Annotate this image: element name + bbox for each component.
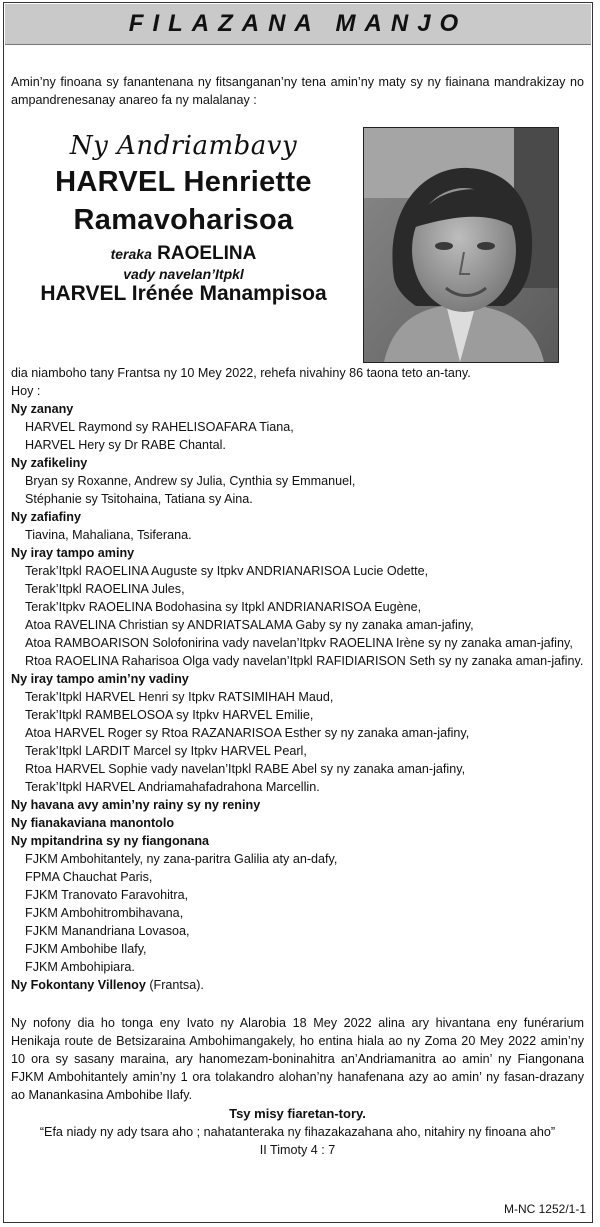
relatives-item: FJKM Manandriana Lovasoa, [25, 924, 190, 938]
relatives-item: Tiavina, Mahaliana, Tsiferana. [25, 528, 192, 542]
relatives-item: FJKM Ambohitrombihavana, [25, 906, 184, 920]
relatives-item: Rtoa HARVEL Sophie vady navelan’Itpkl RABE Abel sy ny zanaka aman-jafiny, [25, 762, 466, 776]
relatives-item: FJKM Ambohibe Ilafy, [25, 942, 147, 956]
notice-content [4, 73, 592, 1159]
relatives-heading: Ny havana avy amin’ny rainy sy ny reniny [11, 798, 261, 812]
relatives-item: FJKM Ambohipiara. [25, 960, 135, 974]
deceased-name-line1: HARVEL Henriette [55, 166, 312, 198]
portrait-photo-icon [363, 127, 559, 363]
relatives-item: FPMA Chauchat Paris, [25, 870, 153, 884]
relatives-item: Bryan sy Roxanne, Andrew sy Julia, Cynthia sy Emmanuel, [25, 474, 356, 488]
relatives-item: Terak’Itpkl RAMBELOSOA sy Itpkv HARVEL Emilie, [25, 708, 314, 722]
relatives-heading: Ny zafiafiny [11, 510, 81, 524]
no-flowers-notice: Tsy misy fiaretan-tory. [229, 1106, 366, 1121]
maiden-name-line [11, 245, 356, 263]
header-banner [5, 4, 591, 45]
deceased-names [11, 127, 356, 303]
relatives-item: Terak’Itpkl RAOELINA Auguste sy Itpkv ANDRIANARISOA Lucie Odette, [25, 564, 429, 578]
born-prefix: teraka [110, 246, 152, 262]
deceased-name-line2: Ramavoharisoa [73, 204, 294, 236]
fokontany-line [11, 976, 584, 994]
relatives-item: HARVEL Hery sy Dr RABE Chantal. [25, 438, 226, 452]
relatives-heading: Ny mpitandrina sy ny fiangonana [11, 834, 210, 848]
relatives-item: Rtoa RAOELINA Raharisoa Olga vady navelan’Itpkl RAFIDIARISON Seth sy ny zanaka aman-jafiny. [25, 654, 584, 668]
hoy-label: Hoy : [11, 384, 41, 398]
obituary-page [3, 2, 593, 1223]
spouse-prefix: vady navelan’Itpkl [123, 266, 244, 282]
relatives-item: Terak’Itpkl HARVEL Henri sy Itpkv RATSIMIHAH Maud, [25, 690, 334, 704]
bible-verse: II Timoty 4 : 7 [259, 1143, 336, 1157]
relatives-item: Stéphanie sy Tsitohaina, Tatiana sy Aina. [25, 492, 253, 506]
funeral-details: Ny nofony dia ho tonga eny Ivato ny Alarobia 18 Mey 2022 alina ary hivantana eny funérarium Henikaja route de Betsizaraina Ambohimangakely, ho entina hiala ao ny Zoma 20 Mey 2022 amin’ny 10 ora sy sasany maraina, ary hanomezam-boninahitra an’Andriamanitra ao amin’ ny Fiangonana FJKM Ambohitantely amin’ny 1 ora tolakandro alohan’ny hanafenana azy ao amin’ ny fasan-drazany ao Manankasina Ambohibe Ilafy. [11, 1016, 584, 1102]
intro-text: Amin’ny finoana sy fanantenana ny fitsanganan’ny tena amin’ny maty sy ny fiainana mandrakizay no ampandrenesanay anareo fa ny malalanay : [11, 75, 584, 107]
relatives-heading: Ny iray tampo aminy [11, 546, 135, 560]
relatives-heading: Ny fianakaviana manontolo [11, 816, 175, 830]
born-name: RAOELINA [157, 243, 257, 264]
relatives-heading: Ny zafikeliny [11, 456, 88, 470]
notice-reference: M-NC 1252/1-1 [503, 1202, 586, 1216]
relatives-item: Terak’Itpkv RAOELINA Bodohasina sy Itpkl ANDRIANARISOA Eugène, [25, 600, 422, 614]
bible-quote: “Efa niady ny ady tsara aho ; nahatanteraka ny fihazakazahana aho, nitahiry ny finoana aho” [39, 1125, 556, 1139]
relatives-list [11, 400, 584, 976]
deceased-block [11, 127, 584, 363]
relatives-item: FJKM Tranovato Faravohitra, [25, 888, 189, 902]
spouse-name: HARVEL Irénée Manampisoa [40, 282, 327, 305]
relatives-item: Terak’Itpkl LARDIT Marcel sy Itpkv HARVEL Pearl, [25, 744, 307, 758]
deceased-title: Ny Andriambavy [69, 131, 298, 161]
relatives-heading: Ny zanany [11, 402, 74, 416]
relatives-item: Terak’Itpkl RAOELINA Jules, [25, 582, 185, 596]
relatives-item: Terak’Itpkl HARVEL Andriamahafadrahona Marcellin. [25, 780, 320, 794]
relatives-heading: Ny iray tampo amin’ny vadiny [11, 672, 189, 686]
relatives-item: FJKM Ambohitantely, ny zana-paritra Galilia aty an-dafy, [25, 852, 338, 866]
fokontany-name: Ny Fokontany Villenoy [11, 978, 146, 992]
fokontany-country: (Frantsa). [145, 978, 204, 992]
death-notice: dia niamboho tany Frantsa ny 10 Mey 2022, rehefa nivahiny 86 taona teto an-tany. [11, 366, 471, 380]
relatives-item: Atoa RAVELINA Christian sy ANDRIATSALAMA Gaby sy ny zanaka aman-jafiny, [25, 618, 474, 632]
relatives-item: Atoa HARVEL Roger sy Rtoa RAZANARISOA Esther sy ny zanaka aman-jafiny, [25, 726, 470, 740]
header-title: FILAZANA MANJO [128, 10, 468, 37]
relatives-item: HARVEL Raymond sy RAHELISOAFARA Tiana, [25, 420, 294, 434]
relatives-item: Atoa RAMBOARISON Solofonirina vady navelan’Itpkv RAOELINA Irène sy ny zanaka aman-jafiny, [25, 636, 573, 650]
